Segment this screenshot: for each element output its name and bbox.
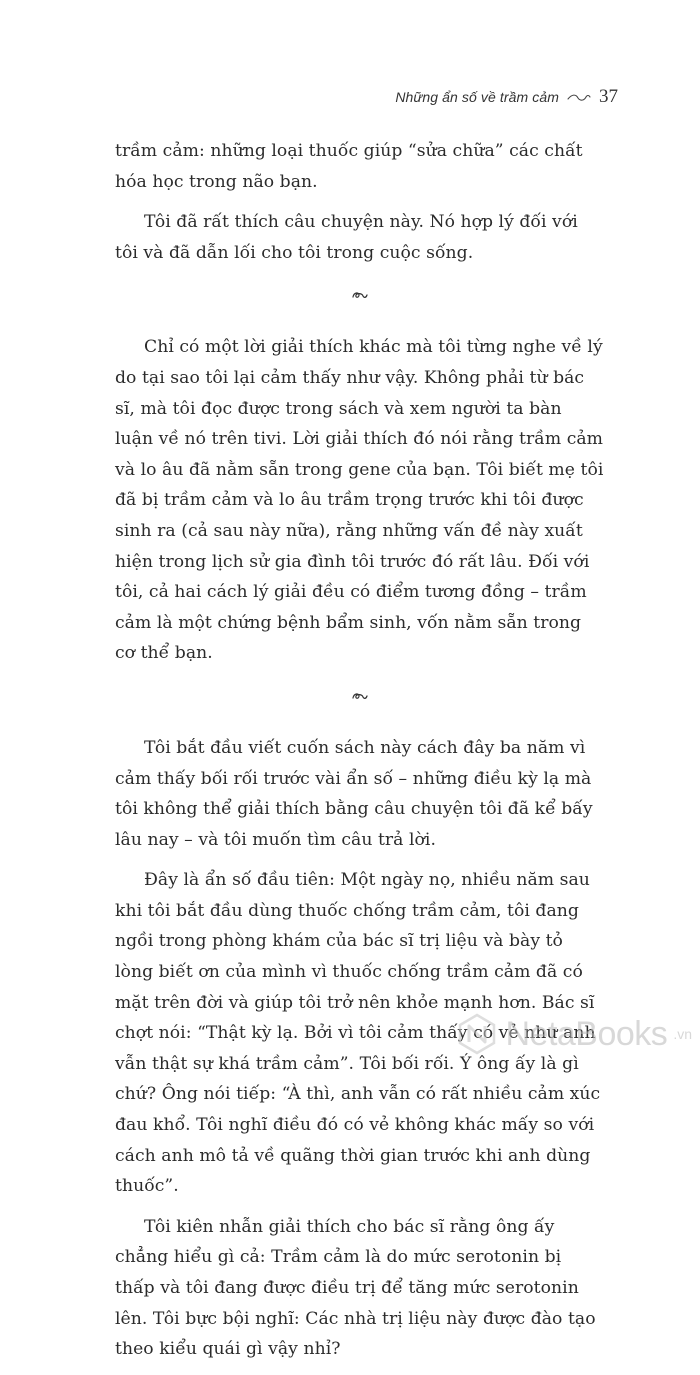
section-divider-2 <box>115 681 605 711</box>
watermark-suffix: .vn <box>673 1026 692 1042</box>
paragraph-1: trầm cảm: những loại thuốc giúp “sửa chữa” các chất hóa học trong não bạn. <box>115 141 583 192</box>
netabooks-watermark <box>455 1012 692 1056</box>
page-body <box>115 136 605 1375</box>
running-header <box>395 86 618 108</box>
netabooks-logo-icon <box>455 1012 499 1056</box>
watermark-brand: NetaBooks <box>505 1014 668 1053</box>
paragraph-2: Tôi đã rất thích câu chuyện này. Nó hợp lý đối với tôi và đã dẫn lối cho tôi trong cuộc sống. <box>115 212 578 263</box>
paragraph-3: Chỉ có một lời giải thích khác mà tôi từng nghe về lý do tại sao tôi lại cảm thấy như vậy. Không phải từ bác sĩ, mà tôi đọc được trong sách và xem người ta bàn luận về nó trên tivi. Lời giải thích đó nói rằng trầm cảm và lo âu đã nằm sẵn trong gene của bạn. Tôi biết mẹ tôi đã bị trầm cảm và lo âu trầm trọng trước khi tôi được sinh ra (cả sau này nữa), rằng những vấn đề này xuất hiện trong lịch sử gia đình tôi trước đó rất lâu. Đối với tôi, cả hai cách lý giải đều có điểm tương đồng – trầm cảm là một chứng bệnh bẩm sinh, vốn nằm sẵn trong cơ thể bạn. <box>115 337 604 664</box>
swash-ornament-icon <box>567 92 591 102</box>
running-title: Những ẩn số về trầm cảm <box>395 89 559 105</box>
paragraph-4: Tôi bắt đầu viết cuốn sách này cách đây ba năm vì cảm thấy bối rối trước vài ẩn số – những điều kỳ lạ mà tôi không thể giải thích bằng câu chuyện tôi đã kể bấy lâu nay – và tôi muốn tìm câu trả lời. <box>115 737 593 850</box>
section-divider-1 <box>115 280 605 310</box>
fleuron-ornament-icon <box>351 690 369 702</box>
fleuron-ornament-icon <box>351 289 369 301</box>
paragraph-5: Đây là ẩn số đầu tiên: Một ngày nọ, nhiều năm sau khi tôi bắt đầu dùng thuốc chống trầm cảm, tôi đang ngồi trong phòng khám của bác sĩ trị liệu và bày tỏ lòng biết ơn của mình vì thuốc chống trầm cảm đã có mặt trên đời và giúp tôi trở nên khỏe mạnh hơn. Bác sĩ chợt nói: “Thật kỳ lạ. Bởi vì tôi cảm thấy có vẻ như anh vẫn thật sự khá trầm cảm”. Tôi bối rối. Ý ông ấy là gì chứ? Ông nói tiếp: “À thì, anh vẫn có rất nhiều cảm xúc đau khổ. Tôi nghĩ điều đó có vẻ không khác mấy so với cách anh mô tả về quãng thời gian trước khi anh dùng thuốc”. <box>115 870 601 1197</box>
paragraph-6: Tôi kiên nhẫn giải thích cho bác sĩ rằng ông ấy chẳng hiểu gì cả: Trầm cảm là do mức serotonin bị thấp và tôi đang được điều trị để tăng mức serotonin lên. Tôi bực bội nghĩ: Các nhà trị liệu này được đào tạo theo kiểu quái gì vậy nhỉ? <box>115 1216 596 1360</box>
page-number: 37 <box>599 86 618 107</box>
